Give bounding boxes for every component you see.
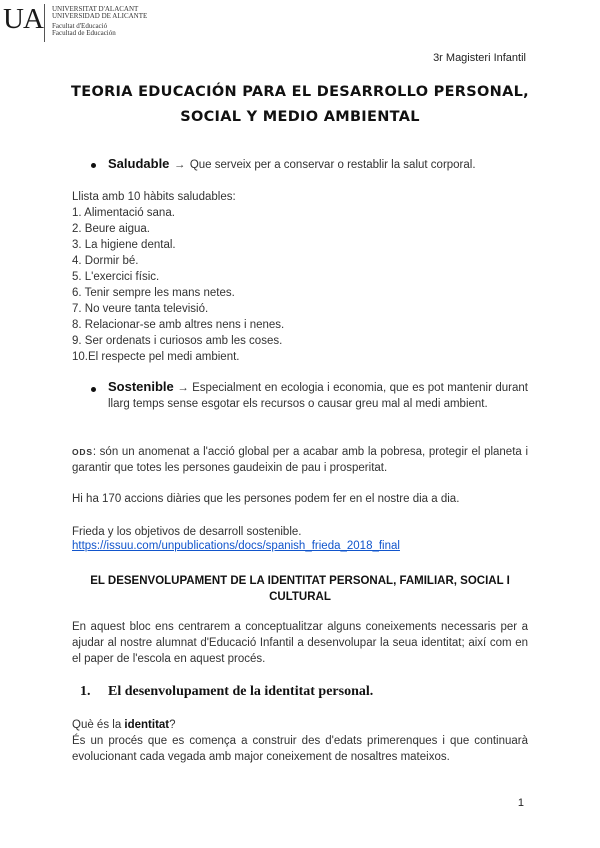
question-term: identitat [124, 719, 170, 731]
university-name-valencian: UNIVERSITAT D'ALACANT [52, 5, 139, 13]
subsection-title: El desenvolupament de la identitat personal. [108, 684, 374, 699]
healthy-habits-list [72, 189, 284, 365]
list-item: 3. La higiene dental. [72, 239, 176, 251]
ods-paragraph [72, 444, 528, 476]
university-name-spanish: UNIVERSIDAD DE ALICANTE [52, 12, 148, 20]
document-title-line-2: SOCIAL Y MEDIO AMBIENTAL [180, 109, 420, 125]
identitat-question [72, 717, 176, 733]
course-label: 3r Magisteri Infantil [433, 52, 526, 64]
page-number: 1 [517, 797, 524, 809]
saludable-text: Que serveix per a conservar o restablir la salut corporal. [189, 159, 476, 171]
logo-divider [44, 4, 45, 42]
frieda-link[interactable]: https://issuu.com/unpublications/docs/spanish_frieda_2018_final [72, 540, 400, 552]
question-suffix: ? [169, 719, 176, 731]
saludable-term: Saludable [108, 156, 170, 171]
frieda-paragraph: Frieda y los objetivos de desarroll sostenible. [72, 526, 302, 538]
habits-intro: Llista amb 10 hàbits saludables: [72, 191, 236, 203]
question-prefix: Què és la [72, 719, 125, 731]
list-item: 5. L'exercici físic. [72, 271, 160, 283]
sostenible-term: Sostenible [108, 379, 174, 394]
ods-label: ODS [72, 447, 93, 457]
list-item: 8. Relacionar-se amb altres nens i nenes. [72, 319, 285, 331]
faculty-name-valencian: Facultat d'Educació [52, 22, 108, 30]
list-item: 6. Tenir sempre les mans netes. [72, 287, 235, 299]
arrow-symbol: → [173, 159, 186, 171]
university-logo: UA [3, 3, 43, 35]
section-heading: EL DESENVOLUPAMENT DE LA IDENTITAT PERSONAL, FAMILIAR, SOCIAL I CULTURAL [90, 575, 510, 603]
arrow-symbol: → [177, 382, 189, 394]
list-item: 1. Alimentació sana. [72, 207, 175, 219]
list-item: 7. No veure tanta televisió. [72, 303, 209, 315]
subsection-number: 1. [80, 684, 91, 699]
saludable-definition [108, 155, 476, 173]
sostenible-text: Especialment en ecologia i economia, que es pot mantenir durant llarg temps sense esgotar els recursos o causar greu mal al medi ambient. [108, 382, 528, 410]
list-item: 9. Ser ordenats i curiosos amb les coses. [72, 335, 283, 347]
list-item: 4. Dormir bé. [72, 255, 139, 267]
list-item: 2. Beure aigua. [72, 223, 151, 235]
sostenible-definition [108, 379, 528, 412]
bullet-dot [91, 387, 96, 392]
document-title-line-1: TEORIA EDUCACIÓN PARA EL DESARROLLO PERSONAL, [71, 84, 529, 100]
ods-text: : són un anomenat a l'acció global per a acabar amb la pobresa, protegir el planeta i garantir que totes les persones gaudeixin de pau i prosperitat. [72, 446, 528, 474]
identitat-answer: És un procés que es comença a construir des d'edats primerenques i que continuarà evolucionant cada vegada amb major coneixement de nosaltres mateixos. [72, 735, 528, 763]
section-intro: En aquest bloc ens centrarem a conceptualitzar alguns coneixements necessaris per a ajudar al nostre alumnat d'Educació Infantil a desenvolupar la seua identitat; així com en el paper de l'escola en aquest procés. [72, 621, 528, 665]
bullet-dot [91, 163, 96, 168]
list-item: 10.El respecte pel medi ambient. [72, 351, 240, 363]
faculty-name-spanish: Facultad de Educación [52, 29, 116, 37]
actions-paragraph: Hi ha 170 accions diàries que les persones podem fer en el nostre dia a dia. [72, 493, 460, 505]
